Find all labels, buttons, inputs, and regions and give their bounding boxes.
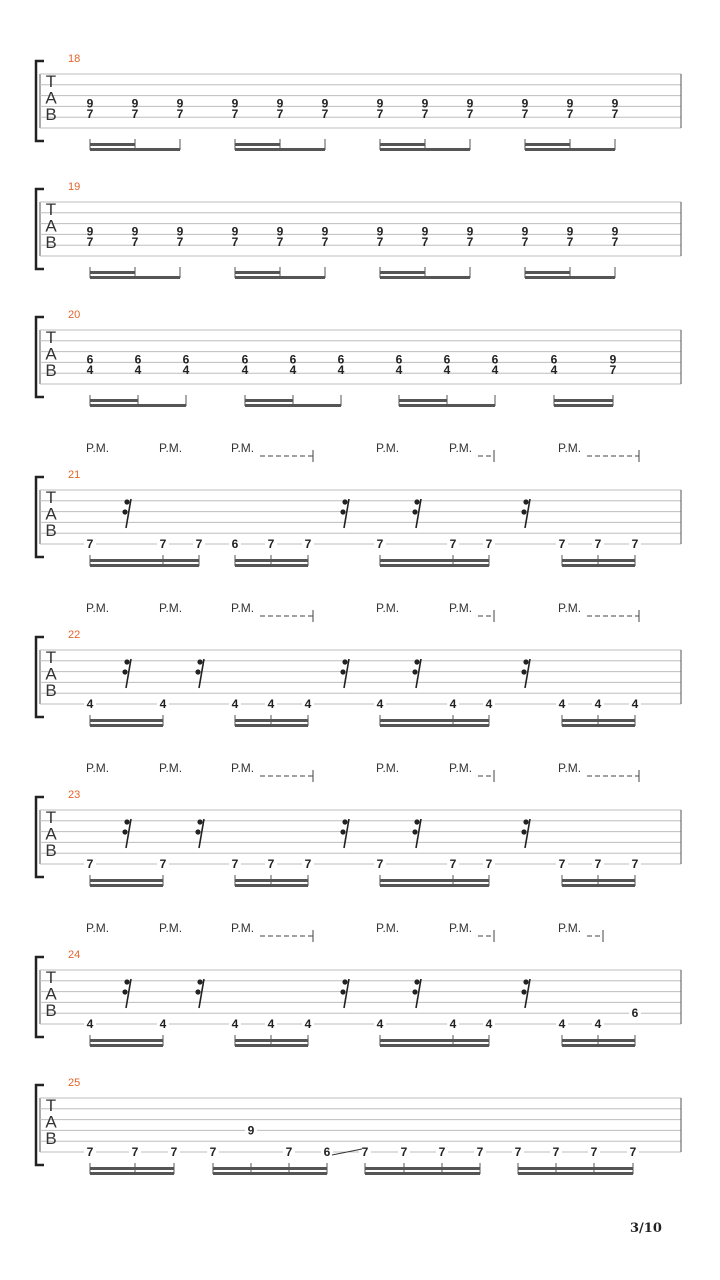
beam-secondary xyxy=(380,1039,489,1042)
beam xyxy=(380,276,470,279)
fret-number: 4 xyxy=(231,1017,239,1031)
rest-flag-dot xyxy=(340,509,345,514)
fret-number: 7 xyxy=(476,1145,484,1159)
tab-clef-letter: A xyxy=(45,504,57,524)
rest-flag-dot xyxy=(414,819,419,824)
fret-number: 4 xyxy=(376,1017,384,1031)
fret-number: 7 xyxy=(514,1145,522,1159)
rest-flag-dot xyxy=(342,499,347,504)
fret-number: 7 xyxy=(159,537,167,551)
fret-number: 6 xyxy=(491,352,499,367)
beam-secondary xyxy=(365,1167,480,1170)
fret-number: 7 xyxy=(521,107,529,122)
rest-flag-dot xyxy=(414,979,419,984)
fret-number: 9 xyxy=(521,224,529,239)
beam xyxy=(90,276,180,279)
fret-number: 7 xyxy=(566,107,574,122)
rest-flag-dot xyxy=(523,499,528,504)
fret-number: 9 xyxy=(466,96,474,111)
fret-number: 4 xyxy=(159,697,167,711)
fret-number: 7 xyxy=(609,363,617,378)
fret-number: 4 xyxy=(449,1017,457,1031)
beam-secondary xyxy=(90,879,163,882)
beam-secondary xyxy=(380,143,425,146)
palm-mute-label: P.M. xyxy=(558,441,582,455)
fret-number: 7 xyxy=(361,1145,369,1159)
fret-number: 9 xyxy=(86,96,94,111)
fret-number: 4 xyxy=(159,1017,167,1031)
measure-number: 20 xyxy=(68,309,81,321)
fret-number: 7 xyxy=(231,857,239,871)
palm-mute-label: P.M. xyxy=(86,441,110,455)
fret-number: 9 xyxy=(376,224,384,239)
beam-secondary xyxy=(380,879,489,882)
rest-flag-dot xyxy=(197,659,202,664)
rest-flag-dot xyxy=(521,829,526,834)
fret-number: 7 xyxy=(86,1145,94,1159)
palm-mute-label: P.M. xyxy=(558,921,582,935)
fret-number: 7 xyxy=(552,1145,560,1159)
fret-number: 7 xyxy=(176,107,184,122)
fret-number: 4 xyxy=(86,363,94,378)
fret-number: 7 xyxy=(631,537,639,551)
palm-mute-label: P.M. xyxy=(159,921,183,935)
palm-mute-label: P.M. xyxy=(376,441,400,455)
rest-flag-dot xyxy=(124,499,129,504)
rest-flag-dot xyxy=(197,819,202,824)
beam-secondary xyxy=(380,559,489,562)
fret-number: 4 xyxy=(86,1017,94,1031)
fret-number: 9 xyxy=(566,96,574,111)
fret-number: 7 xyxy=(321,107,329,122)
rest-flag-dot xyxy=(195,829,200,834)
beam-secondary xyxy=(380,271,425,274)
rest-flag-dot xyxy=(122,829,127,834)
fret-number: 9 xyxy=(247,1123,255,1138)
rest-flag-dot xyxy=(414,499,419,504)
fret-number: 9 xyxy=(421,96,429,111)
tab-clef-letter: A xyxy=(45,984,57,1004)
beam xyxy=(90,1044,163,1047)
beam-secondary xyxy=(399,399,447,402)
rest-flag-dot xyxy=(521,669,526,674)
beam xyxy=(245,404,341,407)
rest-flag-dot xyxy=(124,979,129,984)
rest-flag-dot xyxy=(523,819,528,824)
beam xyxy=(525,148,615,151)
fret-number: 6 xyxy=(395,352,403,367)
palm-mute-label: P.M. xyxy=(376,601,400,615)
beam xyxy=(235,564,308,567)
fret-number: 7 xyxy=(449,857,457,871)
tab-clef-letter: B xyxy=(45,361,57,380)
fret-number: 7 xyxy=(376,537,384,551)
fret-number: 4 xyxy=(376,697,384,711)
palm-mute-label: P.M. xyxy=(231,441,255,455)
beam-secondary xyxy=(90,1167,174,1170)
beam-secondary xyxy=(235,143,280,146)
beam xyxy=(518,1172,633,1175)
fret-number: 7 xyxy=(594,537,602,551)
beam-secondary xyxy=(90,719,163,722)
beam xyxy=(235,148,325,151)
palm-mute-label: P.M. xyxy=(449,601,473,615)
fret-number: 4 xyxy=(241,363,249,378)
fret-number: 7 xyxy=(131,1145,139,1159)
fret-number: 7 xyxy=(611,107,619,122)
fret-number: 4 xyxy=(289,363,297,378)
fret-number: 9 xyxy=(321,96,329,111)
rest-flag-dot xyxy=(342,979,347,984)
beam-secondary xyxy=(525,271,570,274)
fret-number: 7 xyxy=(176,235,184,250)
beam-secondary xyxy=(562,559,635,562)
fret-number: 7 xyxy=(285,1145,293,1159)
fret-number: 9 xyxy=(131,224,139,239)
rest-flag-dot xyxy=(412,509,417,514)
tab-clef-letter: B xyxy=(45,681,57,700)
fret-number: 9 xyxy=(176,224,184,239)
fret-number: 9 xyxy=(131,96,139,111)
fret-number: 4 xyxy=(182,363,190,378)
fret-number: 7 xyxy=(376,857,384,871)
fret-number: 9 xyxy=(276,224,284,239)
tab-clef-letter: T xyxy=(45,1096,57,1115)
fret-number: 4 xyxy=(134,363,142,378)
fret-number: 7 xyxy=(131,235,139,250)
fret-number: 7 xyxy=(611,235,619,250)
beam-secondary xyxy=(525,143,570,146)
beam xyxy=(399,404,495,407)
fret-number: 4 xyxy=(631,697,639,711)
tab-clef-letter: T xyxy=(45,200,57,219)
fret-number: 7 xyxy=(209,1145,217,1159)
fret-number: 4 xyxy=(594,697,602,711)
beam xyxy=(525,276,615,279)
rest-flag-dot xyxy=(414,659,419,664)
tab-clef-letter: A xyxy=(45,1112,57,1132)
fret-number: 7 xyxy=(594,857,602,871)
beam-secondary xyxy=(245,399,293,402)
fret-number: 4 xyxy=(550,363,558,378)
fret-number: 7 xyxy=(304,857,312,871)
fret-number: 4 xyxy=(558,697,566,711)
page-number: 3/10 xyxy=(630,1221,662,1236)
rest-flag-dot xyxy=(122,989,127,994)
fret-number: 4 xyxy=(485,697,493,711)
palm-mute-label: P.M. xyxy=(558,601,582,615)
tab-clef-letter: B xyxy=(45,521,57,540)
fret-number: 4 xyxy=(594,1017,602,1031)
palm-mute-label: P.M. xyxy=(231,761,255,775)
tab-clef-letter: T xyxy=(45,488,57,507)
beam xyxy=(380,564,489,567)
palm-mute-label: P.M. xyxy=(376,921,400,935)
fret-number: 6 xyxy=(631,1006,639,1021)
beam xyxy=(554,404,613,407)
fret-number: 6 xyxy=(241,352,249,367)
tab-clef-letter: B xyxy=(45,1129,57,1148)
fret-number: 4 xyxy=(449,697,457,711)
fret-number: 7 xyxy=(400,1145,408,1159)
rest-flag-dot xyxy=(195,669,200,674)
fret-number: 7 xyxy=(131,107,139,122)
beam-secondary xyxy=(235,1039,308,1042)
fret-number: 4 xyxy=(337,363,345,378)
beam xyxy=(380,1044,489,1047)
fret-number: 7 xyxy=(558,537,566,551)
fret-number: 7 xyxy=(466,107,474,122)
fret-number: 9 xyxy=(611,96,619,111)
beam xyxy=(562,884,635,887)
fret-number: 7 xyxy=(631,857,639,871)
fret-number: 9 xyxy=(176,96,184,111)
beam xyxy=(235,724,308,727)
measure-number: 18 xyxy=(68,53,81,65)
beam xyxy=(90,884,163,887)
fret-number: 6 xyxy=(323,1145,331,1159)
beam-secondary xyxy=(235,719,308,722)
fret-number: 9 xyxy=(321,224,329,239)
measure-number: 24 xyxy=(68,949,81,961)
beam-secondary xyxy=(554,399,613,402)
fret-number: 7 xyxy=(376,107,384,122)
tab-clef-letter: T xyxy=(45,968,57,987)
fret-number: 9 xyxy=(611,224,619,239)
palm-mute-label: P.M. xyxy=(449,441,473,455)
beam-secondary xyxy=(90,399,138,402)
beam-secondary xyxy=(518,1167,633,1170)
beam xyxy=(562,564,635,567)
beam xyxy=(562,1044,635,1047)
tab-clef-letter: A xyxy=(45,216,57,236)
beam xyxy=(90,724,163,727)
fret-number: 7 xyxy=(86,857,94,871)
fret-number: 7 xyxy=(421,235,429,250)
fret-number: 7 xyxy=(170,1145,178,1159)
beam xyxy=(90,148,180,151)
fret-number: 4 xyxy=(267,697,275,711)
beam xyxy=(90,564,199,567)
fret-number: 9 xyxy=(276,96,284,111)
tab-clef-letter: B xyxy=(45,841,57,860)
fret-number: 7 xyxy=(521,235,529,250)
fret-number: 7 xyxy=(485,857,493,871)
fret-number: 7 xyxy=(267,537,275,551)
fret-number: 4 xyxy=(86,697,94,711)
fret-number: 4 xyxy=(491,363,499,378)
palm-mute-label: P.M. xyxy=(86,761,110,775)
beam xyxy=(235,276,325,279)
beam-secondary xyxy=(90,271,135,274)
palm-mute-label: P.M. xyxy=(231,601,255,615)
beam xyxy=(213,1172,327,1175)
tab-clef-letter: B xyxy=(45,233,57,252)
fret-number: 4 xyxy=(558,1017,566,1031)
palm-mute-label: P.M. xyxy=(558,761,582,775)
palm-mute-label: P.M. xyxy=(86,921,110,935)
beam xyxy=(380,148,470,151)
fret-number: 7 xyxy=(485,537,493,551)
rest-flag-dot xyxy=(124,659,129,664)
beam xyxy=(380,884,489,887)
fret-number: 6 xyxy=(86,352,94,367)
fret-number: 9 xyxy=(466,224,474,239)
rest-flag-dot xyxy=(122,669,127,674)
tab-clef-letter: A xyxy=(45,664,57,684)
rest-flag-dot xyxy=(521,989,526,994)
palm-mute-label: P.M. xyxy=(376,761,400,775)
palm-mute-label: P.M. xyxy=(449,761,473,775)
fret-number: 7 xyxy=(629,1145,637,1159)
palm-mute-label: P.M. xyxy=(159,441,183,455)
fret-number: 7 xyxy=(276,107,284,122)
fret-number: 7 xyxy=(466,235,474,250)
rest-flag-dot xyxy=(412,829,417,834)
tab-clef-letter: T xyxy=(45,808,57,827)
fret-number: 7 xyxy=(566,235,574,250)
fret-number: 9 xyxy=(376,96,384,111)
measure-number: 22 xyxy=(68,629,81,641)
beam xyxy=(235,1044,308,1047)
fret-number: 7 xyxy=(321,235,329,250)
tab-clef-letter: T xyxy=(45,328,57,347)
fret-number: 7 xyxy=(558,857,566,871)
measure-number: 23 xyxy=(68,789,81,801)
fret-number: 9 xyxy=(566,224,574,239)
fret-number: 7 xyxy=(86,235,94,250)
beam-secondary xyxy=(562,719,635,722)
fret-number: 6 xyxy=(337,352,345,367)
tab-clef-letter: B xyxy=(45,1001,57,1020)
palm-mute-label: P.M. xyxy=(159,601,183,615)
palm-mute-label: P.M. xyxy=(231,921,255,935)
beam xyxy=(365,1172,480,1175)
fret-number: 7 xyxy=(159,857,167,871)
palm-mute-label: P.M. xyxy=(159,761,183,775)
fret-number: 7 xyxy=(304,537,312,551)
fret-number: 9 xyxy=(86,224,94,239)
fret-number: 6 xyxy=(289,352,297,367)
fret-number: 6 xyxy=(182,352,190,367)
tab-clef-letter: T xyxy=(45,72,57,91)
beam xyxy=(562,724,635,727)
fret-number: 7 xyxy=(449,537,457,551)
fret-number: 9 xyxy=(231,224,239,239)
fret-number: 7 xyxy=(276,235,284,250)
palm-mute-label: P.M. xyxy=(86,601,110,615)
fret-number: 4 xyxy=(443,363,451,378)
fret-number: 9 xyxy=(231,96,239,111)
rest-flag-dot xyxy=(523,979,528,984)
fret-number: 7 xyxy=(590,1145,598,1159)
beam-secondary xyxy=(235,559,308,562)
rest-flag-dot xyxy=(197,979,202,984)
fret-number: 4 xyxy=(231,697,239,711)
fret-number: 9 xyxy=(609,352,617,367)
rest-flag-dot xyxy=(340,989,345,994)
palm-mute-label: P.M. xyxy=(449,921,473,935)
rest-flag-dot xyxy=(195,989,200,994)
rest-flag-dot xyxy=(412,989,417,994)
beam-secondary xyxy=(90,559,199,562)
tab-clef-letter: A xyxy=(45,88,57,108)
fret-number: 4 xyxy=(304,697,312,711)
fret-number: 6 xyxy=(231,537,239,551)
rest-flag-dot xyxy=(521,509,526,514)
rest-flag-dot xyxy=(340,829,345,834)
rest-flag-dot xyxy=(412,669,417,674)
fret-number: 6 xyxy=(134,352,142,367)
measure-number: 21 xyxy=(68,469,81,481)
beam-secondary xyxy=(235,879,308,882)
beam xyxy=(90,1172,174,1175)
beam-secondary xyxy=(562,879,635,882)
fret-number: 7 xyxy=(267,857,275,871)
beam-secondary xyxy=(562,1039,635,1042)
fret-number: 7 xyxy=(86,107,94,122)
rest-flag-dot xyxy=(523,659,528,664)
measure-number: 25 xyxy=(68,1077,81,1089)
beam-secondary xyxy=(380,719,489,722)
fret-number: 6 xyxy=(550,352,558,367)
fret-number: 9 xyxy=(421,224,429,239)
fret-number: 7 xyxy=(231,235,239,250)
fret-number: 7 xyxy=(86,537,94,551)
beam xyxy=(90,404,186,407)
fret-number: 4 xyxy=(485,1017,493,1031)
measure-number: 19 xyxy=(68,181,81,193)
fret-number: 7 xyxy=(376,235,384,250)
fret-number: 7 xyxy=(421,107,429,122)
beam xyxy=(380,724,489,727)
beam-secondary xyxy=(235,271,280,274)
fret-number: 7 xyxy=(195,537,203,551)
rest-flag-dot xyxy=(340,669,345,674)
fret-number: 4 xyxy=(304,1017,312,1031)
fret-number: 6 xyxy=(443,352,451,367)
beam-secondary xyxy=(90,143,135,146)
beam-secondary xyxy=(90,1039,163,1042)
rest-flag-dot xyxy=(124,819,129,824)
fret-number: 4 xyxy=(267,1017,275,1031)
rest-flag-dot xyxy=(122,509,127,514)
rest-flag-dot xyxy=(342,659,347,664)
fret-number: 9 xyxy=(521,96,529,111)
tab-clef-letter: T xyxy=(45,648,57,667)
fret-number: 7 xyxy=(438,1145,446,1159)
fret-number: 4 xyxy=(395,363,403,378)
beam xyxy=(235,884,308,887)
tab-clef-letter: A xyxy=(45,824,57,844)
rest-flag-dot xyxy=(342,819,347,824)
tab-clef-letter: B xyxy=(45,105,57,124)
beam-secondary xyxy=(213,1167,327,1170)
tab-clef-letter: A xyxy=(45,344,57,364)
fret-number: 7 xyxy=(231,107,239,122)
